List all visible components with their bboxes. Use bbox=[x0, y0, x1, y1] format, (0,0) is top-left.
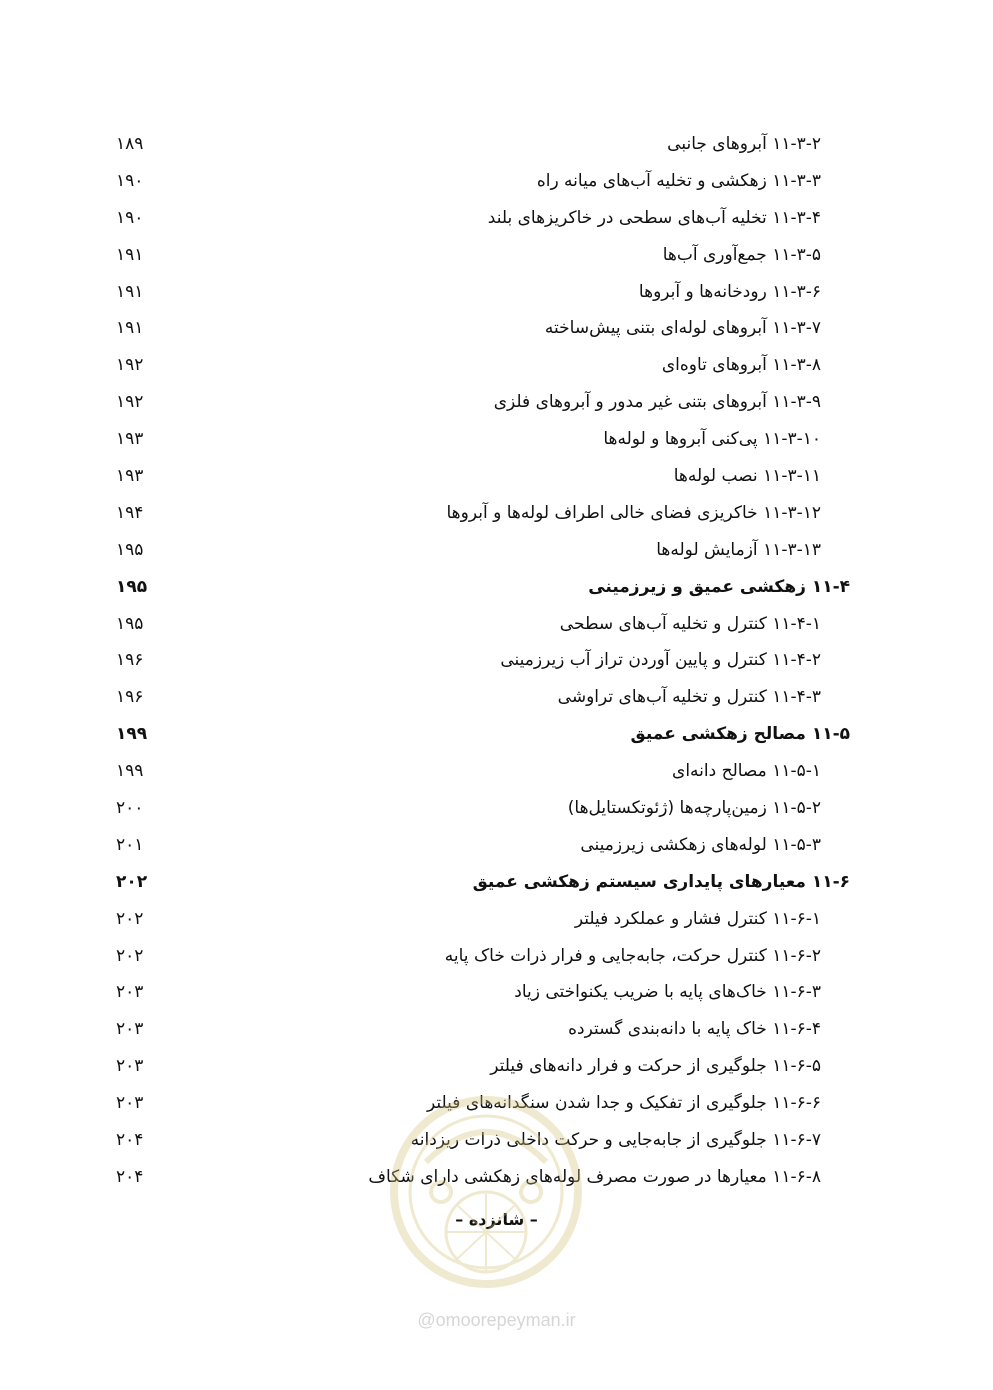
toc-entry-title: ۱۱-۴-۲ کنترل و پایین آوردن تراز آب زیرزمینی bbox=[500, 650, 821, 671]
toc-entry-title: ۱۱-۶-۳ خاک‌های پایه با ضریب یکنواختی زیاد bbox=[514, 982, 821, 1003]
toc-page-number: ۱۹۱ bbox=[116, 244, 144, 265]
toc-entry-title: ۱۱-۳-۶ رودخانه‌ها و آبروها bbox=[638, 281, 821, 302]
toc-page-number: ۱۹۳ bbox=[116, 466, 144, 487]
toc-entry-title: ۱۱-۳-۵ جمع‌آوری آب‌ها bbox=[662, 244, 821, 265]
toc-subsection-row bbox=[0, 237, 993, 274]
toc-entry-title: ۱۱-۳-۴ تخلیه آب‌های سطحی در خاکریزهای بلند bbox=[487, 207, 821, 228]
toc-page-number: ۲۰۳ bbox=[116, 1019, 144, 1040]
toc-entry-title: ۱۱-۵-۱ مصالح دانه‌ای bbox=[672, 761, 821, 782]
toc-subsection-row bbox=[0, 679, 993, 716]
toc-page-number: ۲۰۲ bbox=[116, 908, 144, 929]
toc-entry-title: ۱۱-۴ زهکشی عمیق و زیرزمینی bbox=[588, 576, 850, 597]
toc-subsection-row bbox=[0, 642, 993, 679]
table-of-contents bbox=[0, 126, 993, 1196]
toc-subsection-row bbox=[0, 753, 993, 790]
toc-entry-title: ۱۱-۴-۳ کنترل و تخلیه آب‌های تراوشی bbox=[557, 687, 821, 708]
toc-subsection-row bbox=[0, 974, 993, 1011]
toc-entry-title: ۱۱-۳-۱۱ نصب لوله‌ها bbox=[673, 466, 821, 487]
toc-subsection-row bbox=[0, 1122, 993, 1159]
toc-entry-title: ۱۱-۶-۵ جلوگیری از حرکت و فرار دانه‌های فیلتر bbox=[490, 1056, 821, 1077]
toc-subsection-row bbox=[0, 458, 993, 495]
toc-subsection-row bbox=[0, 274, 993, 311]
toc-page-number: ۱۹۳ bbox=[116, 429, 144, 450]
toc-page-number: ۲۰۴ bbox=[116, 1130, 144, 1151]
toc-page-number: ۱۹۴ bbox=[116, 502, 144, 523]
toc-subsection-row bbox=[0, 384, 993, 421]
toc-page-number: ۲۰۳ bbox=[116, 982, 144, 1003]
toc-page-number: ۱۹۹ bbox=[116, 761, 144, 782]
toc-entry-title: ۱۱-۳-۲ آبروهای جانبی bbox=[667, 134, 821, 154]
toc-entry-title: ۱۱-۶-۷ جلوگیری از جابه‌جایی و حرکت داخلی ذرات ریزدانه bbox=[410, 1130, 821, 1151]
toc-entry-title: ۱۱-۶-۱ کنترل فشار و عملکرد فیلتر bbox=[574, 908, 821, 929]
toc-entry-title: ۱۱-۵-۲ زمین‌پارچه‌ها (ژئوتکستایل‌ها) bbox=[567, 798, 821, 819]
toc-page-number: ۲۰۳ bbox=[116, 1093, 144, 1114]
toc-subsection-row bbox=[0, 495, 993, 532]
toc-page-number: ۲۰۰ bbox=[116, 798, 144, 819]
toc-subsection-row bbox=[0, 310, 993, 347]
toc-page-number: ۱۸۹ bbox=[116, 134, 144, 154]
toc-page-number: ۱۹۵ bbox=[116, 576, 148, 597]
toc-entry-title: ۱۱-۳-۹ آبروهای بتنی غیر مدور و آبروهای فلزی bbox=[493, 392, 821, 413]
toc-section-row bbox=[0, 864, 993, 901]
page-footer: – شانزده – bbox=[455, 1210, 538, 1229]
toc-page-number: ۱۹۹ bbox=[116, 724, 148, 745]
toc-page-number: ۲۰۲ bbox=[116, 945, 144, 966]
toc-subsection-row bbox=[0, 126, 993, 163]
toc-entry-title: ۱۱-۶-۴ خاک پایه با دانه‌بندی گسترده bbox=[568, 1019, 821, 1040]
toc-subsection-row bbox=[0, 901, 993, 938]
toc-entry-title: ۱۱-۳-۷ آبروهای لوله‌ای بتنی پیش‌ساخته bbox=[544, 318, 821, 339]
toc-subsection-row bbox=[0, 1011, 993, 1048]
toc-page-number: ۱۹۲ bbox=[116, 392, 144, 413]
toc-page-number: ۱۹۵ bbox=[116, 613, 144, 634]
toc-page-number: ۱۹۲ bbox=[116, 355, 144, 376]
toc-page-number: ۱۹۵ bbox=[116, 539, 144, 560]
toc-page-number: ۱۹۱ bbox=[116, 281, 144, 302]
toc-subsection-row bbox=[0, 790, 993, 827]
toc-page-number: ۱۹۶ bbox=[116, 687, 144, 708]
toc-page-number: ۱۹۰ bbox=[116, 207, 144, 228]
toc-page-number: ۱۹۶ bbox=[116, 650, 144, 671]
toc-entry-title: ۱۱-۳-۱۲ خاکریزی فضای خالی اطراف لوله‌ها و آبروها bbox=[446, 502, 821, 523]
toc-subsection-row bbox=[0, 938, 993, 975]
toc-entry-title: ۱۱-۶-۶ جلوگیری از تفکیک و جدا شدن سنگدانه‌های فیلتر bbox=[427, 1093, 821, 1114]
toc-subsection-row bbox=[0, 532, 993, 569]
toc-page-number: ۱۹۱ bbox=[116, 318, 144, 339]
toc-page-number: ۱۹۰ bbox=[116, 170, 144, 191]
toc-subsection-row bbox=[0, 827, 993, 864]
toc-subsection-row bbox=[0, 606, 993, 643]
toc-entry-title: ۱۱-۳-۸ آبروهای تاوه‌ای bbox=[661, 355, 821, 376]
toc-entry-title: ۱۱-۵-۳ لوله‌های زهکشی زیرزمینی bbox=[580, 834, 821, 855]
toc-entry-title: ۱۱-۶-۲ کنترل حرکت، جابه‌جایی و فرار ذرات خاک پایه bbox=[444, 945, 821, 966]
toc-page-number: ۲۰۴ bbox=[116, 1166, 144, 1187]
toc-subsection-row bbox=[0, 421, 993, 458]
toc-entry-title: ۱۱-۳-۳ زهکشی و تخلیه آب‌های میانه راه bbox=[536, 170, 821, 191]
toc-subsection-row bbox=[0, 1159, 993, 1196]
toc-subsection-row bbox=[0, 1085, 993, 1122]
watermark-url: @omoorepeyman.ir bbox=[417, 1310, 576, 1330]
toc-entry-title: ۱۱-۶-۸ معیارها در صورت مصرف لوله‌های زهکشی دارای شکاف bbox=[368, 1166, 821, 1187]
toc-entry-title: ۱۱-۵ مصالح زهکشی عمیق bbox=[630, 724, 850, 745]
toc-page-number: ۲۰۱ bbox=[116, 834, 144, 855]
toc-entry-title: ۱۱-۶ معیارهای پایداری سیستم زهکشی عمیق bbox=[472, 871, 850, 892]
toc-entry-title: ۱۱-۳-۱۰ پی‌کنی آبروها و لوله‌ها bbox=[603, 429, 821, 450]
toc-subsection-row bbox=[0, 347, 993, 384]
toc-entry-title: ۱۱-۴-۱ کنترل و تخلیه آب‌های سطحی bbox=[559, 613, 821, 634]
toc-entry-title: ۱۱-۳-۱۳ آزمایش لوله‌ها bbox=[656, 539, 821, 560]
toc-subsection-row bbox=[0, 163, 993, 200]
toc-subsection-row bbox=[0, 1048, 993, 1085]
toc-section-row bbox=[0, 716, 993, 753]
toc-section-row bbox=[0, 569, 993, 606]
toc-page-number: ۲۰۲ bbox=[116, 871, 148, 892]
toc-subsection-row bbox=[0, 200, 993, 237]
toc-page-number: ۲۰۳ bbox=[116, 1056, 144, 1077]
